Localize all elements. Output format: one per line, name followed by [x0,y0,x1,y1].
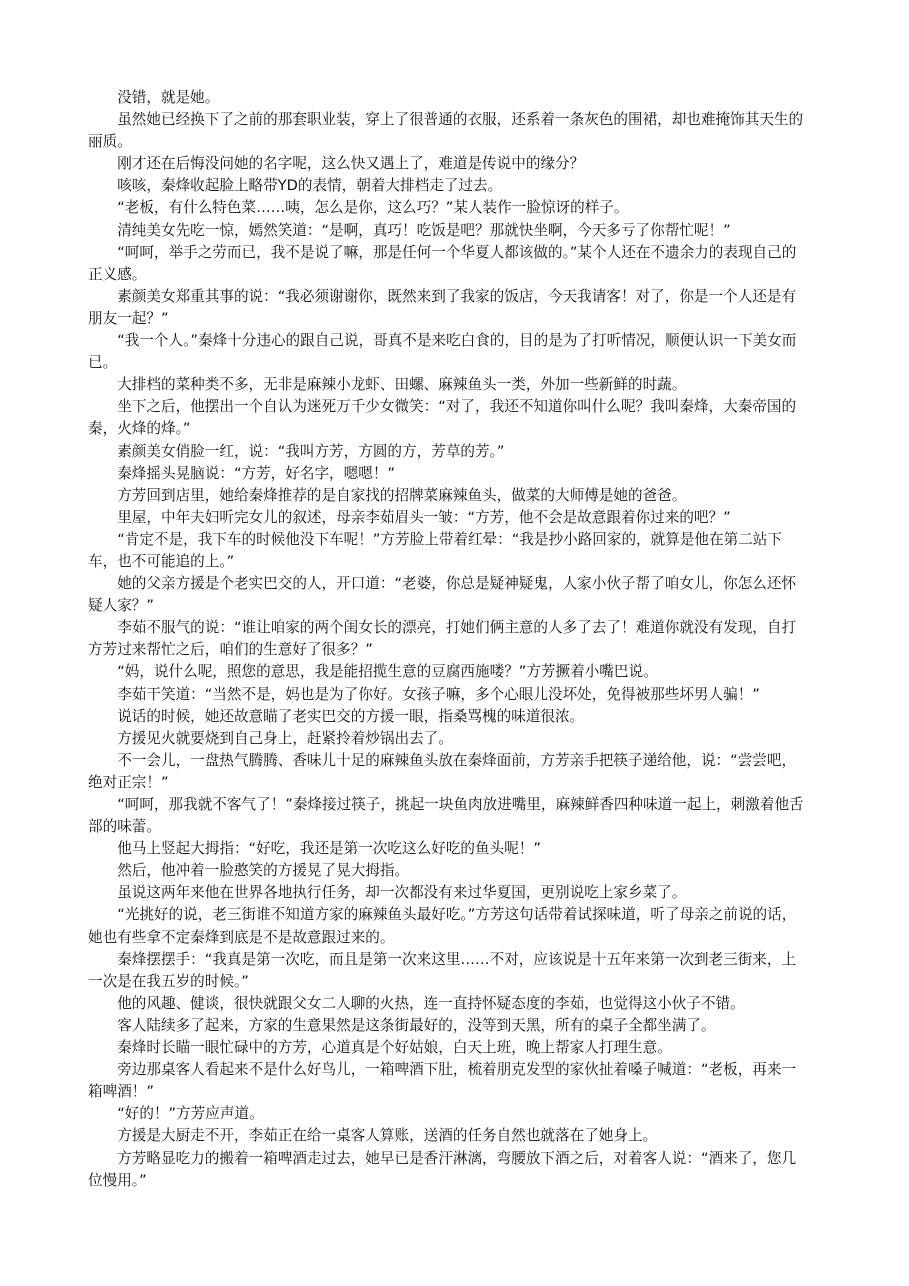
paragraph: 坐下之后，他摆出一个自认为迷死万千少女微笑：“对了，我还不知道你叫什么呢？我叫秦烽，大秦帝国的秦，火烽的烽。” [88,398,797,438]
paragraph: 刚才还在后悔没问她的名字呢，这么快又遇上了，难道是传说中的缘分？ [117,155,585,173]
paragraph: 旁边那桌客人看起来不是什么好鸟儿，一箱啤酒下肚，梳着朋克发型的家伙扯着嗓子喊道：“老板，再来一箱啤酒！” [88,1061,797,1101]
paragraph: 然后，他冲着一脸憨笑的方援晃了晃大拇指。 [117,862,410,880]
paragraph: 方援是大厨走不开，李茹正在给一桌客人算账，送酒的任务自然也就落在了她身上。 [117,1127,658,1145]
paragraph: “光挑好的说，老三街谁不知道方家的麻辣鱼头最好吃。”方芳这句话带着试探味道，听了母亲之前说的话，她也有些拿不定秦烽到底是不是故意跟过来的。 [88,906,797,946]
paragraph: 说话的时候，她还故意瞄了老实巴交的方援一眼，指桑骂槐的味道很浓。 [117,707,585,725]
paragraph: 客人陆续多了起来，方家的生意果然是这条街最好的，没等到天黑，所有的桌子全都坐满了。 [117,1016,716,1034]
paragraph: 素颜美女郑重其事的说：“我必须谢谢你，既然来到了我家的饭店，今天我请客！对了，你是一个人还是有朋友一起？” [88,287,797,327]
paragraph: “老板，有什么特色菜……咦，怎么是你，这么巧？”某人装作一脸惊讶的样子。 [117,199,629,217]
paragraph: “好的！”方芳应声道。 [117,1105,264,1123]
paragraph: 他马上竖起大拇指：“好吃，我还是第一次吃这么好吃的鱼头呢！” [117,840,541,858]
paragraph: 秦烽摇头晃脑说：“方芳，好名字，嗯嗯！” [117,464,395,482]
paragraph: 素颜美女俏脸一红，说：“我叫方芳，方圆的方，芳草的芳。” [117,442,505,460]
paragraph: 咳咳，秦烽收起脸上略带YD的表情，朝着大排档走了过去。 [117,177,503,195]
paragraph: 不一会儿，一盘热气腾腾、香味儿十足的麻辣鱼头放在秦烽面前，方芳亲手把筷子递给他，说：“尝尝吧，绝对正宗！” [88,751,797,791]
paragraph: 虽说这两年来他在世界各地执行任务，却一次都没有来过华夏国，更别说吃上家乡菜了。 [117,884,687,902]
paragraph: “呵呵，那我就不客气了！”秦烽接过筷子，挑起一块鱼肉放进嘴里，麻辣鲜香四种味道一起上，刺激着他舌部的味蕾。 [88,796,804,836]
paragraph: 方芳回到店里，她给秦烽推荐的是自家找的招牌菜麻辣鱼头，做菜的大师傅是她的爸爸。 [117,486,687,504]
paragraph: 方援见火就要烧到自己身上，赶紧拎着炒锅出去了。 [117,729,453,747]
paragraph: “我一个人。”秦烽十分违心的跟自己说，哥真不是来吃白食的，目的是为了打听情况，顺便认识一下美女而已。 [88,332,797,372]
paragraph: 虽然她已经换下了之前的那套职业装，穿上了很普通的衣服，还系着一条灰色的围裙，却也难掩饰其天生的丽质。 [88,111,804,151]
paragraph: 没错，就是她。 [117,89,220,106]
paragraph: 李茹不服气的说：“谁让咱家的两个闺女长的漂亮，打她们俩主意的人多了去了！难道你就没有发现，自打方芳过来帮忙之后，咱们的生意好了很多？” [88,619,797,659]
paragraph: 他的风趣、健谈，很快就跟父女二人聊的火热，连一直持怀疑态度的李茹，也觉得这小伙子不错。 [117,994,745,1012]
paragraph: 秦烽摆摆手：“我真是第一次吃，而且是第一次来这里……不对，应该说是十五年来第一次到老三街来，上一次是在我五岁的时候。” [88,950,797,990]
paragraph: 李茹干笑道：“当然不是，妈也是为了你好。女孩子嘛，多个心眼儿没坏处，免得被那些坏男人骗！” [117,685,760,703]
story-text [88,87,808,1192]
paragraph: “妈，说什么呢，照您的意思，我是能招揽生意的豆腐西施喽？”方芳撅着小嘴巴说。 [117,663,658,681]
paragraph: 秦烽时长瞄一眼忙碌中的方芳，心道真是个好姑娘，白天上班，晚上帮家人打理生意。 [117,1039,672,1057]
paragraph: 她的父亲方援是个老实巴交的人，开口道：“老婆，你总是疑神疑鬼，人家小伙子帮了咱女儿，你怎么还怀疑人家？” [88,575,797,615]
paragraph: 大排档的菜种类不多，无非是麻辣小龙虾、田螺、麻辣鱼头一类，外加一些新鲜的时蔬。 [117,376,687,394]
paragraph: “呵呵，举手之劳而已，我不是说了嘛，那是任何一个华夏人都该做的。”某个人还在不遗余力的表现自己的正义感。 [88,243,797,283]
paragraph: “肯定不是，我下车的时候他没下车呢！”方芳脸上带着红晕：“我是抄小路回家的，就算是他在第二站下车，也不可能追的上。” [88,530,782,570]
paragraph: 清纯美女先吃一惊，嫣然笑道：“是啊，真巧！吃饭是吧？那就快坐啊，今天多亏了你帮忙呢！” [117,221,731,239]
paragraph: 里屋，中年夫妇听完女儿的叙述，母亲李茹眉头一皱：“方芳，他不会是故意跟着你过来的吧？” [117,508,731,526]
paragraph: 方芳略显吃力的搬着一箱啤酒走过去，她早已是香汗淋漓，弯腰放下酒之后，对着客人说：“酒来了，您几位慢用。” [88,1149,797,1189]
